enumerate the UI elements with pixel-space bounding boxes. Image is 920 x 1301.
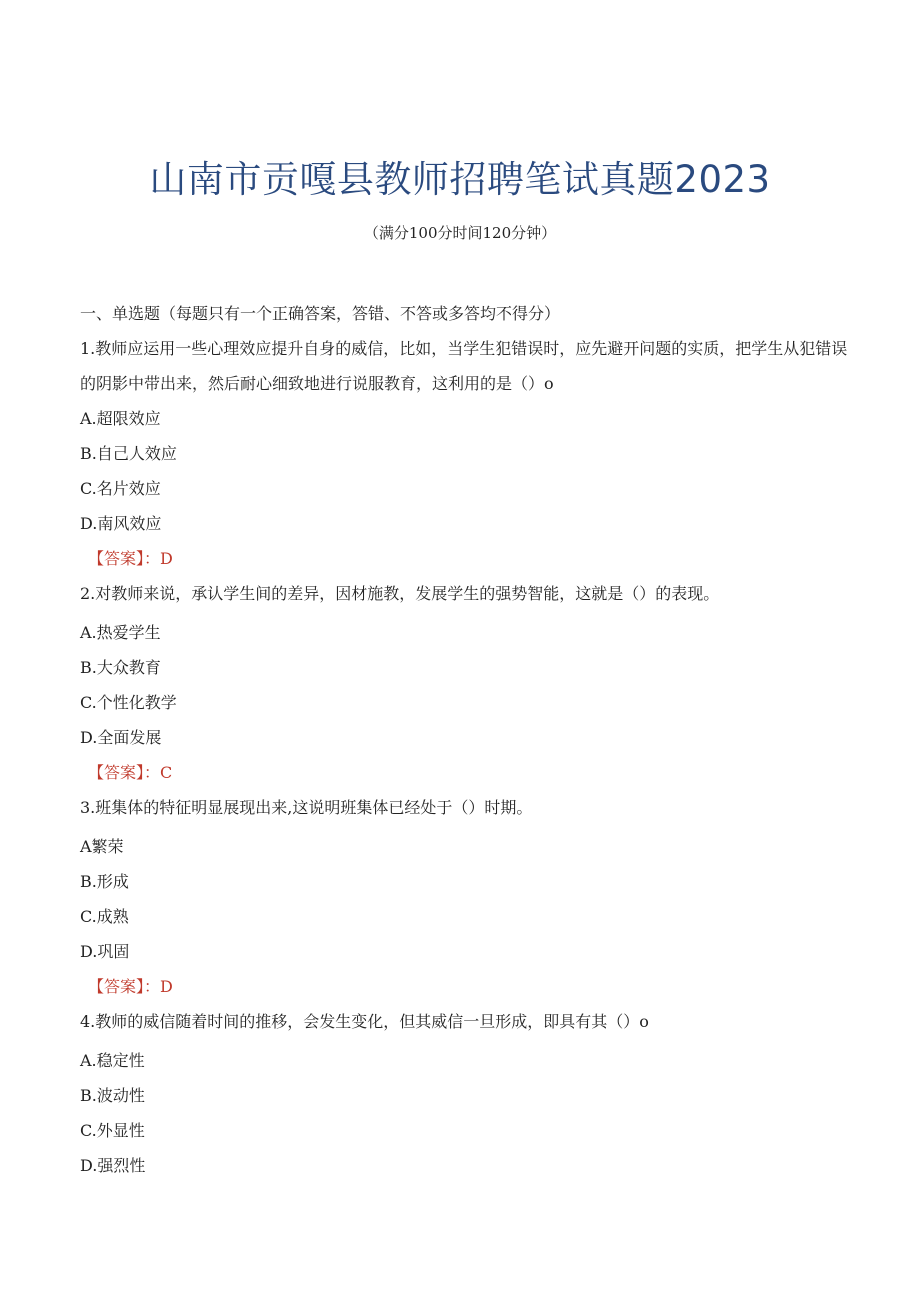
question-2-option-a: A.热爱学生 [80,623,161,642]
question-4-option-a: A.稳定性 [80,1051,145,1070]
question-4-option-b: B.波动性 [80,1086,145,1105]
question-2-option-d: D.全面发展 [80,728,162,747]
question-4-option-d: D.强烈性 [80,1156,146,1175]
question-2-option-c: C.个性化教学 [80,693,177,712]
question-3-option-c: C.成熟 [80,907,129,926]
question-3-option-a: A繁荣 [80,837,124,856]
page-subtitle: （满分100分时间120分钟） [363,224,557,242]
section-heading: 一、单选题（每题只有一个正确答案，答错、不答或多答均不得分） [80,304,561,323]
question-3-option-d: D.巩固 [80,942,130,961]
question-3-answer: 【答案】：D [88,977,173,996]
question-4-stem: 4.教师的威信随着时间的推移，会发生变化，但其威信一旦形成，即具有其（）o [80,1012,649,1031]
question-1-option-b: B.自己人效应 [80,444,177,463]
question-2-option-b: B.大众教育 [80,658,161,677]
question-3-option-b: B.形成 [80,872,129,891]
question-1-answer: 【答案】：D [88,549,173,568]
question-2-answer: 【答案】：C [88,763,173,782]
question-1-stem: 1.教师应运用一些心理效应提升自身的威信，比如，当学生犯错误时，应先避开问题的实质，把学生从犯错误的阴影中带出来，然后耐心细致地进行说服教育，这利用的是（）o [80,339,848,393]
question-1-option-a: A.超限效应 [80,409,161,428]
question-1-option-c: C.名片效应 [80,479,161,498]
question-3-stem: 3.班集体的特征明显展现出来,这说明班集体已经处于（）时期。 [80,798,533,817]
page-title: 山南市贡嘎县教师招聘笔试真题2023 [149,158,771,201]
question-2-stem: 2.对教师来说，承认学生间的差异，因材施教，发展学生的强势智能，这就是（）的表现。 [80,584,720,603]
question-1-option-d: D.南风效应 [80,514,162,533]
question-4-option-c: C.外显性 [80,1121,145,1140]
exam-content [80,296,850,1183]
